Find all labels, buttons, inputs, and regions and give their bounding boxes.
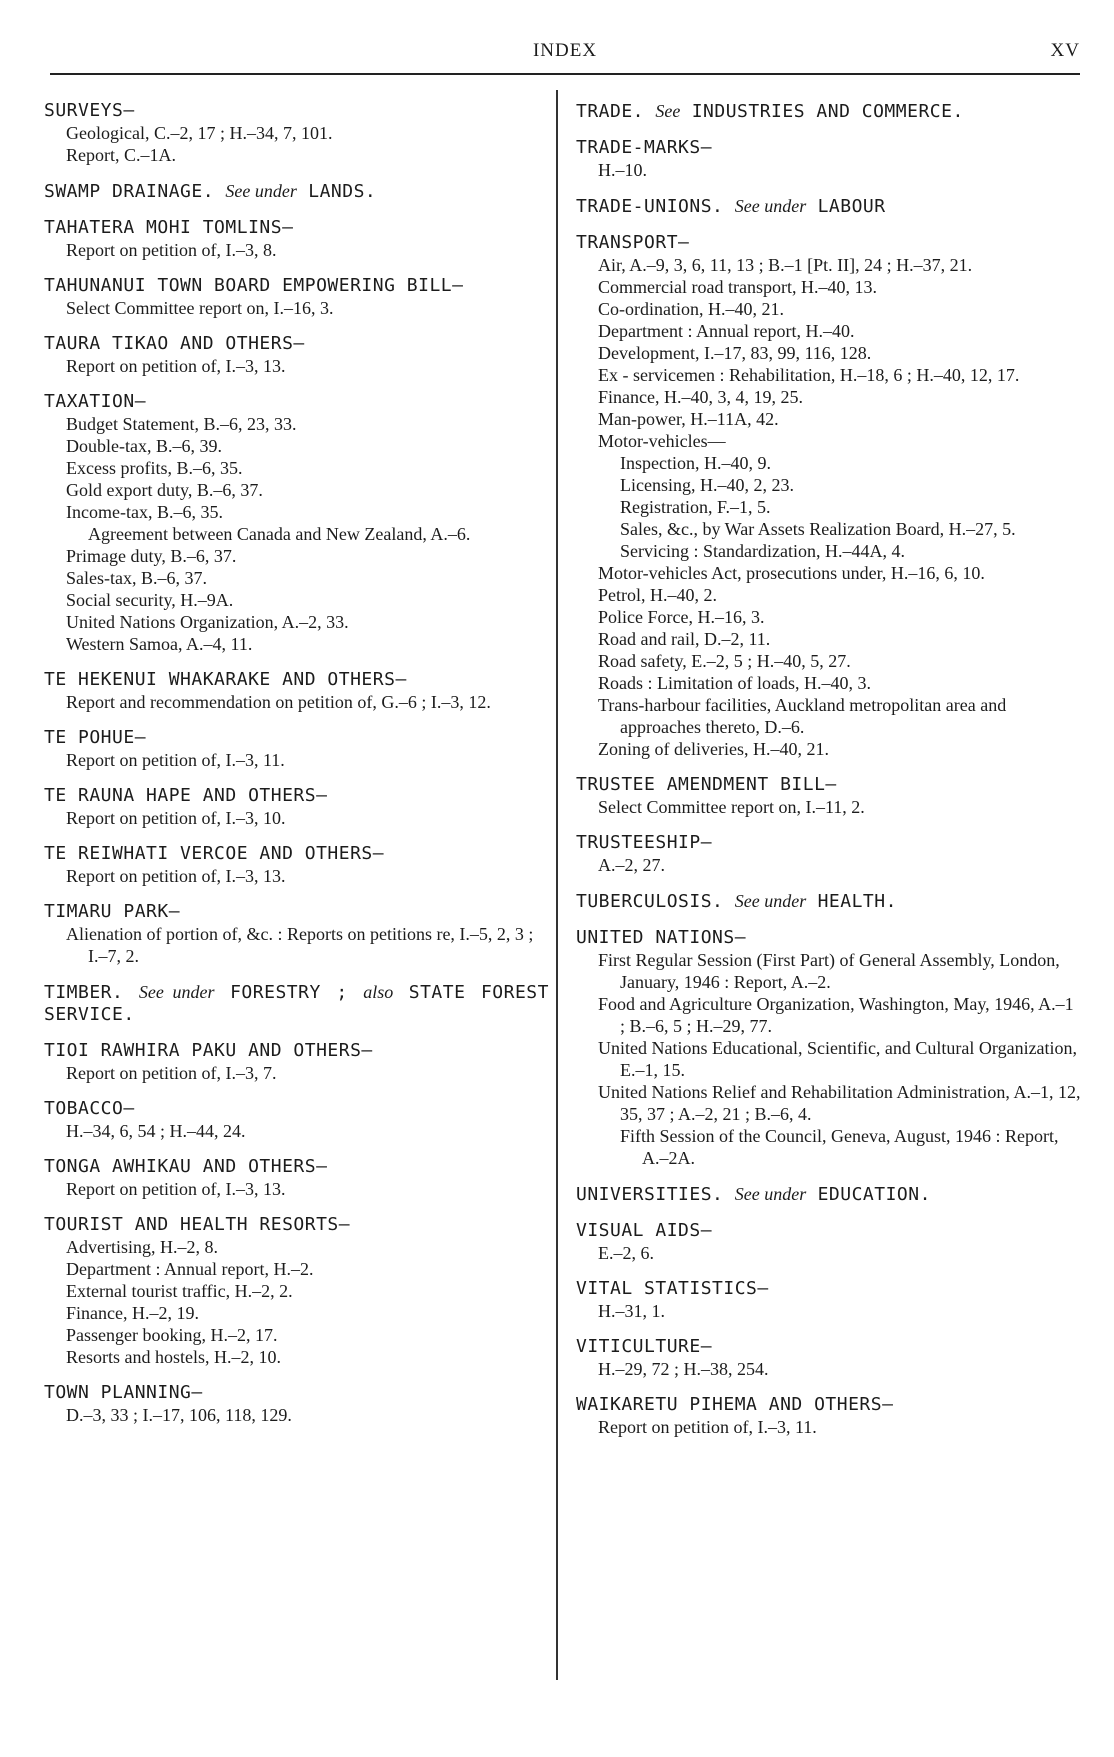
heading-text: TE RAUNA HAPE AND OTHERS— [44,785,328,806]
subentry [44,479,549,501]
subentry [576,854,1081,876]
heading-text: TRUSTEE AMENDMENT BILL— [576,774,837,795]
subentry-text: Motor-vehicles— [598,431,726,451]
subentry [44,239,549,261]
page-header [50,36,1080,66]
index-entry [44,901,549,967]
subentry [44,923,549,967]
subentry [44,1178,549,1200]
subentry-text: Road and rail, D.–2, 11. [598,629,771,649]
heading-text: TOURIST AND HEALTH RESORTS— [44,1214,351,1235]
subentry [576,949,1081,993]
index-entry [576,1220,1081,1264]
subentry [576,159,1081,181]
entry-heading [44,275,549,297]
subentry [44,567,549,589]
subentry-text: E.–2, 6. [598,1243,654,1263]
subentry-text: United Nations Organization, A.–2, 33. [66,612,349,632]
entry-heading [44,1214,549,1236]
entry-heading [576,1394,1081,1416]
subentry [576,1081,1081,1125]
subentry-text: Double-tax, B.–6, 39. [66,436,222,456]
left-column [44,100,549,1426]
subentry-text: Co-ordination, H.–40, 21. [598,299,784,319]
subentry-text: Registration, F.–1, 5. [620,497,771,517]
entry-heading [576,232,1081,254]
heading-text: TAXATION— [44,391,147,412]
entry-heading [44,180,549,203]
subentry-text: Air, A.–9, 3, 6, 11, 13 ; B.–1 [Pt. II], 24 ; H.–37, 21. [598,255,973,275]
subentry [44,457,549,479]
subentry-text: United Nations Relief and Rehabilitation Administration, A.–1, 12, 35, 37 ; A.–2, 21 ; B.–6, 4. [598,1082,1081,1124]
subentry [576,1358,1081,1380]
subentry [44,122,549,144]
subentry-text: Licensing, H.–40, 2, 23. [620,475,794,495]
subentry-text: United Nations Educational, Scientific, and Cultural Organization, E.–1, 15. [598,1038,1078,1080]
subentry [576,320,1081,342]
subentry [44,1324,549,1346]
subentry [44,1280,549,1302]
subentry [576,540,1081,562]
heading-text: TE HEKENUI WHAKARAKE AND OTHERS— [44,669,407,690]
see-also: also [363,982,394,1002]
subentry [576,584,1081,606]
subentry [44,523,549,545]
heading-text: SURVEYS— [44,100,135,121]
index-entry [576,232,1081,760]
entry-heading [576,774,1081,796]
subentry-text: Commercial road transport, H.–40, 13. [598,277,877,297]
heading-text: WAIKARETU PIHEMA AND OTHERS— [576,1394,894,1415]
subentry-text: External tourist traffic, H.–2, 2. [66,1281,293,1301]
entry-heading [44,901,549,923]
subentry-text: Fifth Session of the Council, Geneva, August, 1946 : Report, A.–2A. [620,1126,1059,1168]
subentry [576,430,1081,452]
heading-text: VISUAL AIDS— [576,1220,713,1241]
index-entry [576,1394,1081,1438]
index-entry [44,785,549,829]
subentry-text: Resorts and hostels, H.–2, 10. [66,1347,281,1367]
subentry-text: Man-power, H.–11A, 42. [598,409,779,429]
see-reference: See under [734,891,807,911]
subentry [44,1236,549,1258]
subentry [44,865,549,887]
see-target: INDUSTRIES AND COMMERCE. [691,101,964,122]
subentry-text: Report on petition of, I.–3, 13. [66,866,286,886]
subentry-text: Food and Agriculture Organization, Washington, May, 1946, A.–1 ; B.–6, 5 ; H.–29, 77. [598,994,1074,1036]
entry-heading [44,1098,549,1120]
heading-text: VITICULTURE— [576,1336,713,1357]
subentry-text: Report on petition of, I.–3, 10. [66,808,286,828]
heading-text: TUBERCULOSIS. [576,891,724,912]
subentry [44,1062,549,1084]
see-reference: See under [734,1184,807,1204]
subentry [576,796,1081,818]
index-entry [576,195,1081,218]
subentry-text: Trans-harbour facilities, Auckland metropolitan area and approaches thereto, D.–6. [598,695,1007,737]
entry-heading [44,727,549,749]
subentry-text: Finance, H.–2, 19. [66,1303,199,1323]
index-entry [44,843,549,887]
page-number: XV [1050,40,1080,61]
see-target: LABOUR [817,196,886,217]
subentry-text: H.–31, 1. [598,1301,665,1321]
see-reference: See under [138,982,215,1002]
subentry-text: H.–10. [598,160,647,180]
subentry [576,276,1081,298]
subentry [44,1302,549,1324]
subentry [44,355,549,377]
subentry [576,496,1081,518]
index-entry [576,890,1081,913]
heading-text: TOBACCO— [44,1098,135,1119]
heading-text: TAHATERA MOHI TOMLINS— [44,217,294,238]
entry-heading [44,391,549,413]
heading-text: TRADE-UNIONS. [576,196,724,217]
heading-text: TRADE-MARKS— [576,137,713,158]
entry-heading [576,890,1081,913]
heading-text: TRUSTEESHIP— [576,832,713,853]
subentry [576,1242,1081,1264]
index-entry [44,217,549,261]
subentry [44,691,549,713]
index-entry [44,100,549,166]
subentry [44,501,549,523]
entry-heading [44,333,549,355]
subentry [44,144,549,166]
subentry-text: Gold export duty, B.–6, 37. [66,480,263,500]
subentry-text: Report, C.–1A. [66,145,176,165]
subentry-text: Excess profits, B.–6, 35. [66,458,243,478]
subentry [44,1120,549,1142]
subentry-text: Motor-vehicles Act, prosecutions under, H.–16, 6, 10. [598,563,985,583]
subentry [576,342,1081,364]
subentry [44,435,549,457]
entry-heading [44,1040,549,1062]
header-rule [50,73,1080,75]
index-entry [44,1382,549,1426]
heading-text: VITAL STATISTICS— [576,1278,769,1299]
index-entry [44,981,549,1026]
heading-text: TONGA AWHIKAU AND OTHERS— [44,1156,328,1177]
heading-text: TRADE. [576,101,645,122]
index-entry [44,275,549,319]
entry-heading [576,832,1081,854]
subentry-text: Select Committee report on, I.–11, 2. [598,797,865,817]
index-entry [44,1156,549,1200]
heading-text: SWAMP DRAINAGE. [44,181,215,202]
entry-heading [44,100,549,122]
subentry [576,386,1081,408]
subentry-text: Finance, H.–40, 3, 4, 19, 25. [598,387,803,407]
subentry-text: Report on petition of, I.–3, 13. [66,356,286,376]
subentry-text: D.–3, 33 ; I.–17, 106, 118, 129. [66,1405,292,1425]
entry-heading [576,137,1081,159]
entry-heading [576,927,1081,949]
subentry [576,474,1081,496]
index-entry [576,832,1081,876]
subentry-text: Report and recommendation on petition of, G.–6 ; I.–3, 12. [66,692,491,712]
subentry-text: Inspection, H.–40, 9. [620,453,771,473]
see-target: FORESTRY ; [230,982,348,1003]
page-title: INDEX [532,40,598,61]
index-entry [576,927,1081,1169]
index-entry [44,727,549,771]
subentry [44,749,549,771]
index-entry [576,1336,1081,1380]
entry-heading [44,1156,549,1178]
subentry-text: Social security, H.–9A. [66,590,234,610]
entry-heading [44,217,549,239]
right-column [576,100,1081,1438]
index-entry [44,333,549,377]
subentry-text: Department : Annual report, H.–40. [598,321,855,341]
heading-text: TAURA TIKAO AND OTHERS— [44,333,305,354]
subentry-text: Advertising, H.–2, 8. [66,1237,218,1257]
subentry-text: Road safety, E.–2, 5 ; H.–40, 5, 27. [598,651,851,671]
subentry [576,452,1081,474]
subentry-text: Sales-tax, B.–6, 37. [66,568,207,588]
index-entry [576,137,1081,181]
see-target: EDUCATION. [817,1184,931,1205]
subentry-text: Department : Annual report, H.–2. [66,1259,314,1279]
subentry [44,807,549,829]
index-entry [576,1278,1081,1322]
heading-text: TIMBER. [44,982,124,1003]
subentry-text: H.–34, 6, 54 ; H.–44, 24. [66,1121,246,1141]
subentry [44,1258,549,1280]
subentry-text: Passenger booking, H.–2, 17. [66,1325,278,1345]
entry-heading [44,669,549,691]
see-also-target: STATE FOREST SERVICE. [44,982,549,1025]
see-target: HEALTH. [817,891,897,912]
subentry [576,694,1081,738]
subentry [576,993,1081,1037]
entry-heading [576,1220,1081,1242]
subentry-text: First Regular Session (First Part) of General Assembly, London, January, 1946 : Report, A.–2. [598,950,1060,992]
subentry-text: Geological, C.–2, 17 ; H.–34, 7, 101. [66,123,333,143]
subentry [576,518,1081,540]
subentry [44,413,549,435]
subentry [44,1346,549,1368]
heading-text: UNITED NATIONS— [576,927,747,948]
subentry [576,606,1081,628]
subentry-text: Report on petition of, I.–3, 13. [66,1179,286,1199]
subentry [44,611,549,633]
subentry-text: H.–29, 72 ; H.–38, 254. [598,1359,769,1379]
heading-text: TIOI RAWHIRA PAKU AND OTHERS— [44,1040,373,1061]
subentry [576,672,1081,694]
index-entry [44,1040,549,1084]
entry-heading [44,785,549,807]
subentry-text: Zoning of deliveries, H.–40, 21. [598,739,829,759]
subentry [576,1300,1081,1322]
entry-heading [576,1183,1081,1206]
column-divider [556,90,558,1680]
subentry [576,650,1081,672]
entry-heading [44,843,549,865]
index-entry [44,391,549,655]
subentry-text: Income-tax, B.–6, 35. [66,502,223,522]
entry-heading [44,1382,549,1404]
heading-text: TE POHUE— [44,727,147,748]
see-target: LANDS. [308,181,377,202]
subentry-text: Report on petition of, I.–3, 11. [66,750,285,770]
entry-heading [576,1278,1081,1300]
subentry-text: Select Committee report on, I.–16, 3. [66,298,334,318]
subentry-text: Petrol, H.–40, 2. [598,585,717,605]
subentry-text: Police Force, H.–16, 3. [598,607,765,627]
index-entry [44,180,549,203]
subentry-text: Primage duty, B.–6, 37. [66,546,237,566]
index-entry [44,1214,549,1368]
heading-text: TRANSPORT— [576,232,690,253]
subentry [576,254,1081,276]
index-entry [576,774,1081,818]
subentry-text: Development, I.–17, 83, 99, 116, 128. [598,343,872,363]
heading-text: TAHUNANUI TOWN BOARD EMPOWERING BILL— [44,275,464,296]
subentry-text: Roads : Limitation of loads, H.–40, 3. [598,673,871,693]
index-entry [576,1183,1081,1206]
subentry-text: Western Samoa, A.–4, 11. [66,634,253,654]
heading-text: UNIVERSITIES. [576,1184,724,1205]
entry-heading [44,981,549,1026]
subentry-text: Report on petition of, I.–3, 11. [598,1417,817,1437]
index-entry [44,1098,549,1142]
entry-heading [576,100,1081,123]
subentry [576,1037,1081,1081]
subentry [576,562,1081,584]
subentry-text: Report on petition of, I.–3, 7. [66,1063,277,1083]
subentry-text: Budget Statement, B.–6, 23, 33. [66,414,297,434]
subentry [576,298,1081,320]
subentry [576,1125,1081,1169]
subentry [576,1416,1081,1438]
subentry-text: Alienation of portion of, &c. : Reports on petitions re, I.–5, 2, 3 ; I.–7, 2. [66,924,534,966]
subentry [576,364,1081,386]
subentry [44,633,549,655]
entry-heading [576,195,1081,218]
subentry [44,297,549,319]
see-reference: See [655,101,681,121]
subentry-text: Sales, &c., by War Assets Realization Board, H.–27, 5. [620,519,1016,539]
subentry-text: Agreement between Canada and New Zealand, A.–6. [88,524,471,544]
subentry [44,1404,549,1426]
heading-text: TE REIWHATI VERCOE AND OTHERS— [44,843,385,864]
subentry [44,545,549,567]
heading-text: TOWN PLANNING— [44,1382,203,1403]
subentry [576,738,1081,760]
see-reference: See under [734,196,807,216]
subentry [44,589,549,611]
heading-text: TIMARU PARK— [44,901,181,922]
entry-heading [576,1336,1081,1358]
see-reference: See under [225,181,297,201]
subentry-text: Report on petition of, I.–3, 8. [66,240,277,260]
index-entry [576,100,1081,123]
subentry [576,408,1081,430]
subentry-text: A.–2, 27. [598,855,665,875]
index-entry [44,669,549,713]
subentry [576,628,1081,650]
subentry-text: Servicing : Standardization, H.–44A, 4. [620,541,905,561]
subentry-text: Ex - servicemen : Rehabilitation, H.–18, 6 ; H.–40, 12, 17. [598,365,1020,385]
